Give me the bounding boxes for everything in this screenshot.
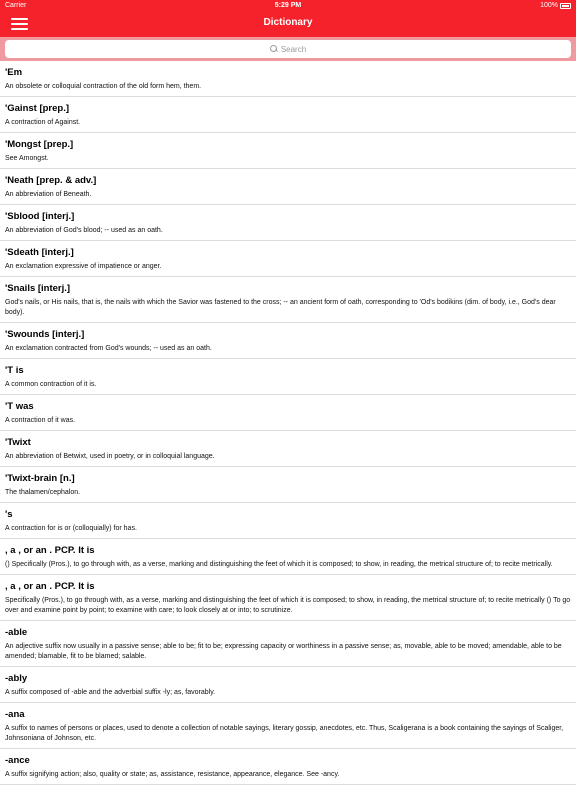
entry-term: , a , or an . PCP. It is: [5, 581, 95, 592]
list-item[interactable]: [0, 133, 576, 169]
carrier-label: Carrier: [5, 2, 27, 9]
entry-definition: A contraction for is or (colloquially) for has.: [5, 525, 137, 532]
battery-percent: 100%: [540, 2, 558, 9]
entry-term: 'Twixt-brain [n.]: [5, 473, 75, 484]
entry-definition: God's nails, or His nails, that is, the nails with which the Savior was fastened to the cross; -- an ancient form of oath, corresponding to 'Od's bodikins (dim. of body, i.e., God's dear body).: [5, 299, 556, 316]
entry-definition: A suffix composed of -able and the adverbial suffix -ly; as, favorably.: [5, 689, 216, 696]
battery-icon: [560, 3, 571, 9]
search-bar: [0, 37, 576, 61]
entry-term: 'Gainst [prep.]: [5, 103, 70, 114]
page-title: Dictionary: [263, 17, 313, 28]
list-item[interactable]: [0, 539, 576, 575]
entry-definition: A suffix to names of persons or places, used to denote a collection of notable sayings, literary gossip, anecdotes, etc. Thus, Scaligerana is a book containing the sayings of Scaliger, Johnsoniana of Johnson, etc.: [5, 725, 564, 742]
entry-term: 'Twixt: [5, 437, 31, 448]
entry-definition: An abbreviation of Betwixt, used in poetry, or in colloquial language.: [5, 453, 215, 460]
entry-definition: An exclamation contracted from God's wounds; -- used as an oath.: [5, 345, 212, 352]
list-item[interactable]: [0, 169, 576, 205]
status-bar: [0, 0, 576, 12]
entry-term: 'Sblood [interj.]: [5, 211, 75, 222]
search-icon: [270, 45, 278, 53]
entry-definition: An exclamation expressive of impatience or anger.: [5, 263, 162, 270]
entry-definition: A contraction of it was.: [5, 417, 76, 424]
list-item[interactable]: [0, 703, 576, 749]
nav-bar: [0, 12, 576, 37]
entry-term: -ance: [5, 755, 30, 766]
status-time: 5:29 PM: [274, 2, 302, 9]
entry-definition: An obsolete or colloquial contraction of the old form hem, them.: [5, 83, 202, 90]
list-item[interactable]: [0, 323, 576, 359]
list-item[interactable]: [0, 61, 576, 97]
search-placeholder: Search: [280, 44, 307, 54]
entry-term: 'Snails [interj.]: [5, 283, 71, 294]
entry-term: 'T is: [5, 365, 24, 376]
entry-definition: () Specifically (Pros.), to go through with, as a verse, marking and distinguishing the feet of which it is composed; to show, in reading, the metrical structure of; to recite metrically.: [5, 561, 553, 568]
entry-term: , a , or an . PCP. It is: [5, 545, 95, 556]
entry-definition: See Amongst.: [5, 155, 49, 162]
list-item[interactable]: [0, 241, 576, 277]
entry-definition: A contraction of Against.: [5, 119, 81, 126]
entry-term: 'Neath [prep. & adv.]: [5, 175, 97, 186]
entry-definition: A common contraction of it is.: [5, 381, 97, 388]
entry-term: -able: [5, 627, 28, 638]
list-item[interactable]: [0, 667, 576, 703]
list-item[interactable]: [0, 503, 576, 539]
list-item[interactable]: [0, 205, 576, 241]
entry-term: 'Mongst [prep.]: [5, 139, 74, 150]
search-input[interactable]: [5, 40, 571, 58]
list-item[interactable]: [0, 575, 576, 621]
entry-definition: Specifically (Pros.), to go through with, as a verse, marking and distinguishing the feet of which it is composed; to show, in reading, the metrical structure of; to recite metrically () To go over and examine point by point; to examine with care; to look closely at or into; to scrutinize.: [5, 597, 571, 614]
entry-term: 'Em: [5, 67, 23, 78]
list-item[interactable]: [0, 395, 576, 431]
entry-term: -ably: [5, 673, 28, 684]
list-item[interactable]: [0, 359, 576, 395]
entry-definition: An abbreviation of Beneath.: [5, 191, 92, 198]
battery-indicator: [540, 2, 571, 9]
entry-term: -ana: [5, 709, 25, 720]
entry-term: 'Swounds [interj.]: [5, 329, 85, 340]
entry-list: [0, 61, 576, 785]
list-item[interactable]: [0, 749, 576, 785]
entry-term: 's: [5, 509, 13, 520]
entry-definition: A suffix signifying action; also, quality or state; as, assistance, resistance, appearance, elegance. See -ancy.: [5, 771, 340, 778]
list-item[interactable]: [0, 97, 576, 133]
list-item[interactable]: [0, 621, 576, 667]
list-item[interactable]: [0, 467, 576, 503]
list-item[interactable]: [0, 277, 576, 323]
entry-definition: The thalamen/cephalon.: [5, 489, 81, 496]
entry-term: 'Sdeath [interj.]: [5, 247, 74, 258]
entry-term: 'T was: [5, 401, 34, 412]
entry-definition: An abbreviation of God's blood; -- used as an oath.: [5, 227, 163, 234]
entry-definition: An adjective suffix now usually in a passive sense; able to be; fit to be; expressing capacity or worthiness in a passive sense; as, movable, able to be moved; amendable, able to be amended; blamable, fit to be blamed; salable.: [5, 643, 562, 660]
list-item[interactable]: [0, 431, 576, 467]
